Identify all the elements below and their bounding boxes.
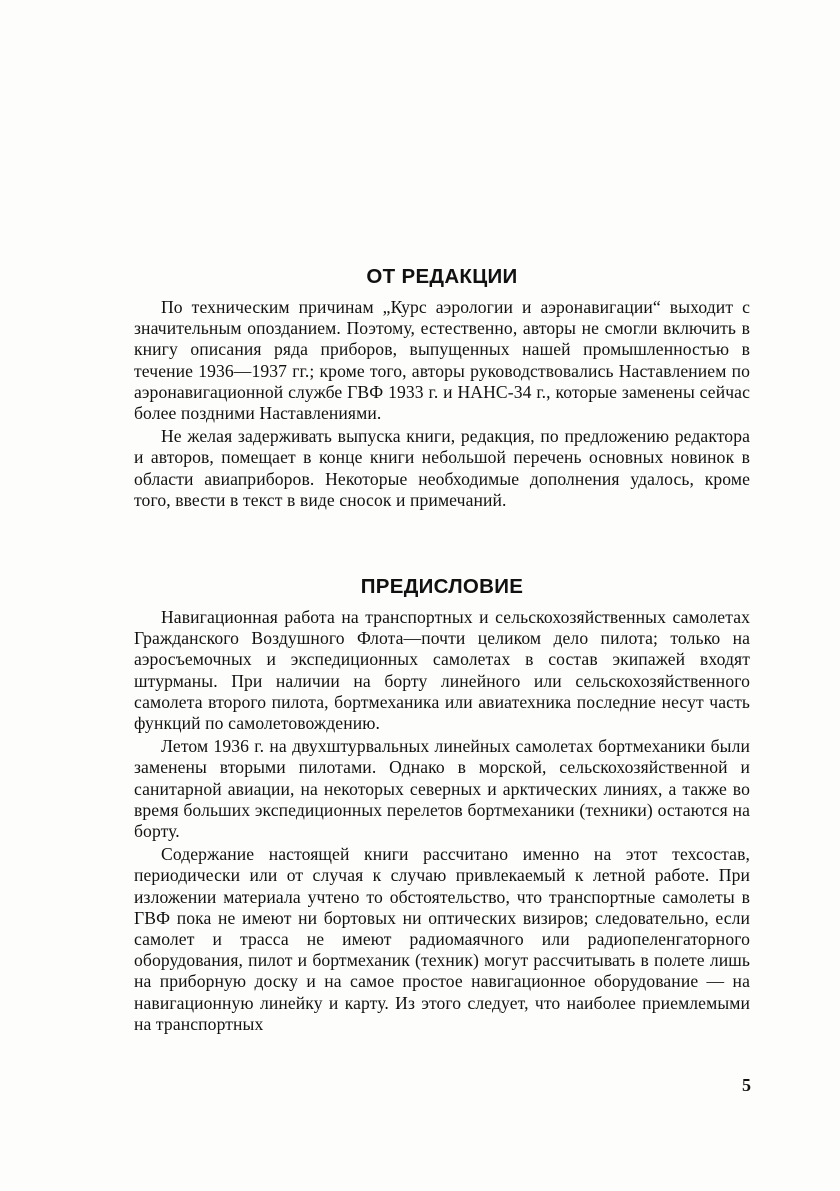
preface-paragraph-3: Содержание настоящей книги рассчитано именно на этот техсостав, периодически или от случая к случаю привлекаемый к летной работе. При изложении материала учтено то обстоятельство, что транспортные самолеты в ГВФ пока не имеют ни бортовых ни оптических визиров; следовательно, если самолет и трасса не имеют радиомаячного или радиопеленгаторного оборудования, пилот и бортмеханик (техник) могут рассчитывать в полете лишь на приборную доску и на самое простое навигационное оборудование — на навигационную линейку и карту. Из этого следует, что наиболее приемлемыми на транспортных xyxy=(134,844,750,1034)
preface-paragraph-1: Навигационная работа на транспортных и сельскохозяйственных самолетах Гражданского Воздушного Флота—почти целиком дело пилота; только на аэросъемочных и экспедиционных самолетах в состав экипажей входят штурманы. При наличии на борту линейного или сельскохозяйственного самолета второго пилота, бортмеханика или авиатехника последние несут часть функций по самолетовождению. xyxy=(134,607,750,734)
page-number: 5 xyxy=(742,1075,751,1095)
editorial-paragraph-2: Не желая задерживать выпуска книги, редакция, по предложению редактора и авторов, помещает в конце книги небольшой перечень основных новинок в области авиаприборов. Некоторые необходимые дополнения удалось, кроме того, ввести в текст в виде сносок и примечаний. xyxy=(134,426,750,510)
preface-paragraph-2: Летом 1936 г. на двухштурвальных линейных самолетах бортмеханики были заменены вторыми пилотами. Однако в морской, сельскохозяйственной и санитарной авиации, на некоторых северных и арктических линиях, а также во время больших экспедиционных перелетов бортмеханики (техники) остаются на борту. xyxy=(134,736,750,842)
editorial-paragraph-1: По техническим причинам „Курс аэрологии и аэронавигации“ выходит с значительным опозданием. Поэтому, естественно, авторы не смогли включить в книгу описания ряда приборов, выпущенных нашей промышленностью в течение 1936—1937 гг.; кроме того, авторы руководствовались Наставлением по аэронавигационной службе ГВФ 1933 г. и НАНС-34 г., которые заменены сейчас более поздними Наставлениями. xyxy=(134,297,750,424)
preface-section xyxy=(134,573,750,1035)
editorial-section xyxy=(134,263,750,511)
editorial-heading: ОТ РЕДАКЦИИ xyxy=(366,265,518,288)
preface-heading: ПРЕДИСЛОВИЕ xyxy=(360,575,524,598)
